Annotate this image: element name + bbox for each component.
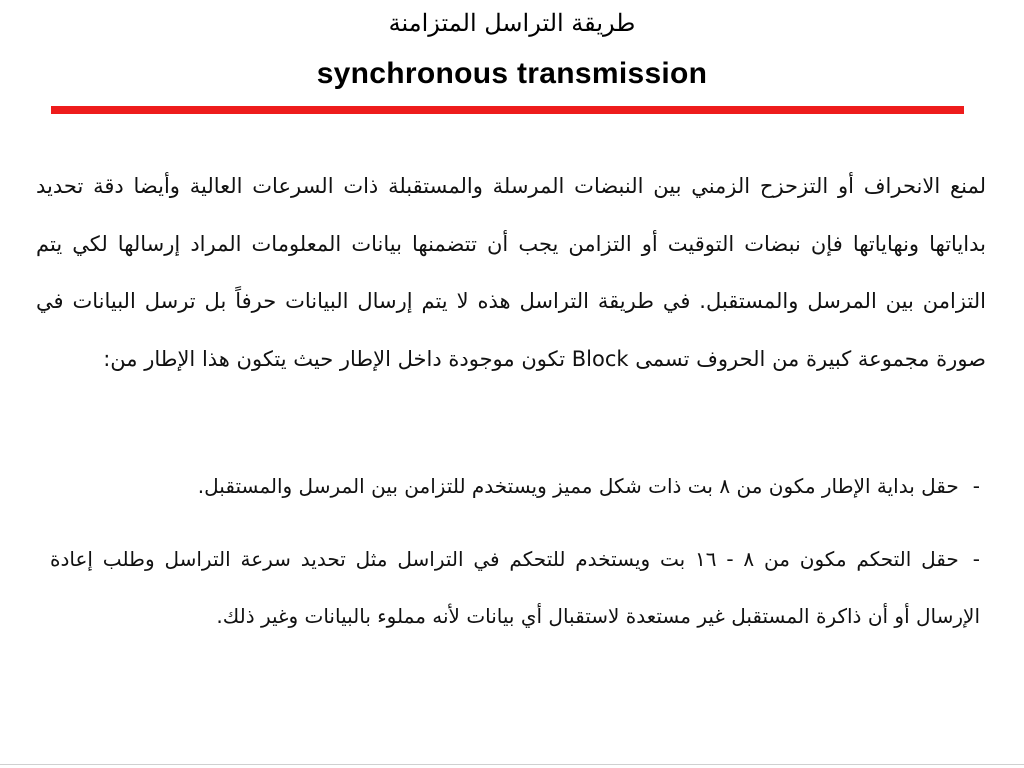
- title-arabic: طريقة التراسل المتزامنة: [388, 9, 636, 37]
- bullet-list: [50, 458, 980, 661]
- bullet-marker: -: [972, 474, 980, 498]
- bottom-divider: [0, 764, 1024, 765]
- title-english: synchronous transmission: [316, 57, 708, 90]
- bullet-text: حقل بداية الإطار مكون من ٨ بت ذات شكل مميز ويستخدم للتزامن بين المرسل والمستقبل.: [197, 474, 959, 498]
- list-item: [50, 531, 980, 645]
- list-item: [50, 458, 980, 515]
- bullet-marker: -: [972, 547, 981, 571]
- title-divider: [51, 106, 964, 114]
- bullet-text: حقل التحكم مكون من ٨ - ١٦ بت ويستخدم للتحكم في التراسل مثل تحديد سرعة التراسل وطلب إعادة الإرسال أو أن ذاكرة المستقبل غير مستعدة لاستقبال أي بيانات لأنه مملوء بالبيانات وغير ذلك.: [50, 547, 980, 628]
- body-paragraph: لمنع الانحراف أو التزحزح الزمني بين النبضات المرسلة والمستقبلة ذات السرعات العالية وأيضا دقة تحديد بداياتها ونهاياتها فإن نبضات التوقيت أو التزامن يجب أن تتضمنها بيانات المعلومات المراد إرسالها لكي يتم التزامن بين المرسل والمستقبل. في طريقة التراسل هذه لا يتم إرسال البيانات حرفاً بل ترسل البيانات في صورة مجموعة كبيرة من الحروف تسمى Block تكون موجودة داخل الإطار حيث يتكون هذا الإطار من:: [36, 174, 986, 371]
